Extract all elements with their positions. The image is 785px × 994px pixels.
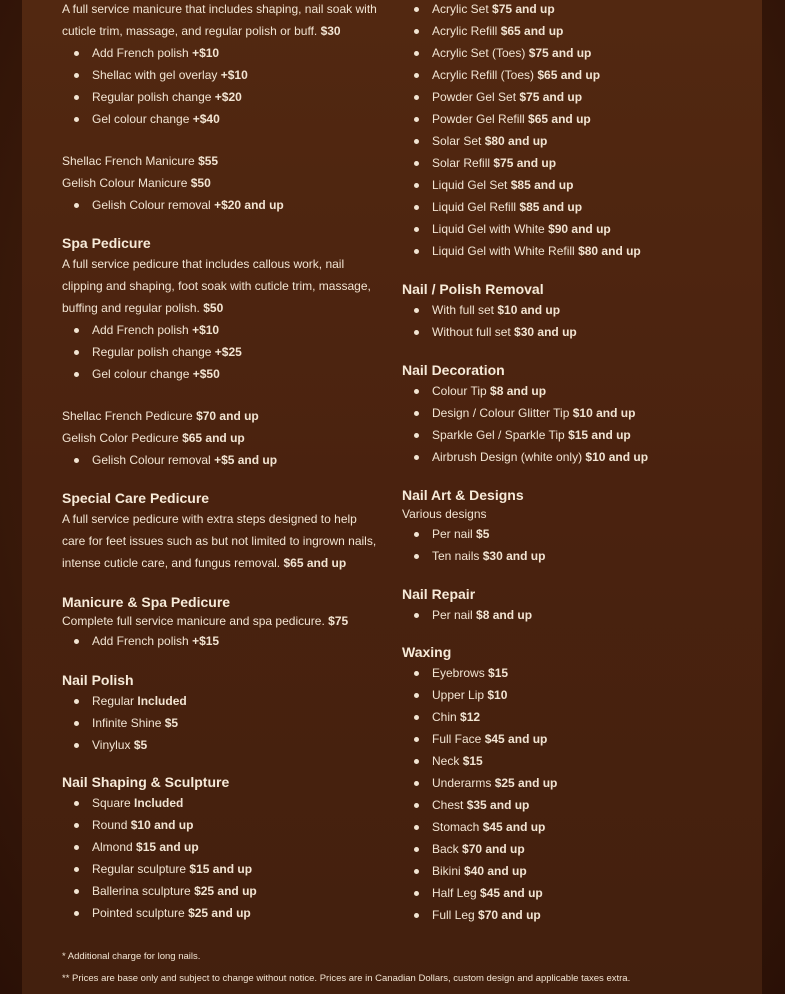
nail-repair-list: [402, 604, 732, 626]
nail-art-list: [402, 523, 732, 567]
list-item: Liquid Gel Refill $85 and up: [432, 196, 732, 218]
footnote-long-nails: * Additional charge for long nails.: [62, 951, 201, 962]
list-item: Add French polish +$10: [92, 319, 382, 341]
acrylic-list: [402, 0, 732, 262]
list-item: Half Leg $45 and up: [432, 882, 732, 904]
shellac-french-pedicure: Shellac French Pedicure $70 and up: [62, 409, 259, 423]
gelish-colour-manicure: Gelish Colour Manicure $50: [62, 176, 211, 190]
section-title-nail-repair: Nail Repair: [402, 586, 476, 602]
decoration-list: [402, 380, 732, 468]
list-item: Add French polish +$10: [92, 42, 382, 64]
spa-pedicure-description: A full service pedicure that includes callous work, nail clipping and shaping, foot soak with cuticle trim, massage, buffing and regular polish. $50: [62, 257, 371, 315]
list-item: Stomach $45 and up: [432, 816, 732, 838]
list-item: Full Leg $70 and up: [432, 904, 732, 926]
left-column: [62, 0, 382, 924]
nail-shaping-list: [62, 792, 382, 924]
list-item: Vinylux $5: [92, 734, 382, 756]
gelish-manicure-addons: [62, 194, 382, 216]
price-list-page: [22, 0, 762, 994]
list-item: Gelish Colour removal +$5 and up: [92, 449, 382, 471]
gelish-color-pedicure: Gelish Color Pedicure $65 and up: [62, 431, 245, 445]
list-item: Pointed sculpture $25 and up: [92, 902, 382, 924]
list-item: Regular sculpture $15 and up: [92, 858, 382, 880]
list-item: Acrylic Refill $65 and up: [432, 20, 732, 42]
list-item: Without full set $30 and up: [432, 321, 732, 343]
list-item: Bikini $40 and up: [432, 860, 732, 882]
section-title-waxing: Waxing: [402, 644, 452, 660]
list-item: Back $70 and up: [432, 838, 732, 860]
list-item: Add French polish +$15: [92, 630, 382, 652]
list-item: Acrylic Set $75 and up: [432, 0, 732, 20]
mani-pedi-description: Complete full service manicure and spa pedicure. $75: [62, 614, 349, 628]
list-item: Regular Included: [92, 690, 382, 712]
list-item: Regular polish change +$20: [92, 86, 382, 108]
footnote-prices: ** Prices are base only and subject to change without notice. Prices are in Canadian Dollars, custom design and applicable taxes extra.: [62, 973, 631, 984]
section-title-nail-art: Nail Art & Designs: [402, 487, 524, 503]
footnotes: [62, 946, 742, 990]
list-item: Eyebrows $15: [432, 662, 732, 684]
manicure-price: $30: [320, 24, 341, 38]
list-item: Liquid Gel with White $90 and up: [432, 218, 732, 240]
list-item: Full Face $45 and up: [432, 728, 732, 750]
list-item: Neck $15: [432, 750, 732, 772]
section-title-special-care-pedicure: Special Care Pedicure: [62, 490, 210, 506]
list-item: Upper Lip $10: [432, 684, 732, 706]
section-title-manicure-spa-pedicure: Manicure & Spa Pedicure: [62, 594, 231, 610]
list-item: Sparkle Gel / Sparkle Tip $15 and up: [432, 424, 732, 446]
gelish-pedicure-addons: [62, 449, 382, 471]
list-item: Ballerina sculpture $25 and up: [92, 880, 382, 902]
special-care-description: A full service pedicure with extra steps designed to help care for feet issues such as but not limited to ingrown nails, intense cuticle care, and fungus removal. $65 and up: [62, 512, 377, 570]
list-item: Gel colour change +$40: [92, 108, 382, 130]
list-item: Powder Gel Refill $65 and up: [432, 108, 732, 130]
list-item: Gelish Colour removal +$20 and up: [92, 194, 382, 216]
list-item: Solar Refill $75 and up: [432, 152, 732, 174]
removal-list: [402, 299, 732, 343]
nail-art-subtitle: Various designs: [402, 507, 487, 521]
list-item: Colour Tip $8 and up: [432, 380, 732, 402]
list-item: Shellac with gel overlay +$10: [92, 64, 382, 86]
list-item: With full set $10 and up: [432, 299, 732, 321]
manicure-description: A full service manicure that includes shaping, nail soak with cuticle trim, massage, and regular polish or buff. $30: [62, 2, 377, 38]
right-column: [402, 0, 732, 926]
list-item: Per nail $5: [432, 523, 732, 545]
list-item: Airbrush Design (white only) $10 and up: [432, 446, 732, 468]
section-title-nail-polish-removal: Nail / Polish Removal: [402, 281, 544, 297]
waxing-list: [402, 662, 732, 926]
nail-polish-list: [62, 690, 382, 756]
spa-pedicure-addons: [62, 319, 382, 385]
list-item: Per nail $8 and up: [432, 604, 732, 626]
list-item: Chin $12: [432, 706, 732, 728]
list-item: Acrylic Refill (Toes) $65 and up: [432, 64, 732, 86]
list-item: Gel colour change +$50: [92, 363, 382, 385]
list-item: Solar Set $80 and up: [432, 130, 732, 152]
mani-pedi-addons: [62, 630, 382, 652]
shellac-french-manicure: Shellac French Manicure $55: [62, 154, 219, 168]
list-item: Underarms $25 and up: [432, 772, 732, 794]
list-item: Almond $15 and up: [92, 836, 382, 858]
list-item: Liquid Gel with White Refill $80 and up: [432, 240, 732, 262]
section-title-nail-decoration: Nail Decoration: [402, 362, 505, 378]
list-item: Powder Gel Set $75 and up: [432, 86, 732, 108]
list-item: Square Included: [92, 792, 382, 814]
list-item: Ten nails $30 and up: [432, 545, 732, 567]
list-item: Chest $35 and up: [432, 794, 732, 816]
list-item: Design / Colour Glitter Tip $10 and up: [432, 402, 732, 424]
section-title-spa-pedicure: Spa Pedicure: [62, 235, 151, 251]
list-item: Infinite Shine $5: [92, 712, 382, 734]
list-item: Round $10 and up: [92, 814, 382, 836]
section-title-nail-polish: Nail Polish: [62, 672, 134, 688]
list-item: Acrylic Set (Toes) $75 and up: [432, 42, 732, 64]
manicure-addons: [62, 42, 382, 130]
section-title-nail-shaping: Nail Shaping & Sculpture: [62, 774, 230, 790]
list-item: Liquid Gel Set $85 and up: [432, 174, 732, 196]
list-item: Regular polish change +$25: [92, 341, 382, 363]
